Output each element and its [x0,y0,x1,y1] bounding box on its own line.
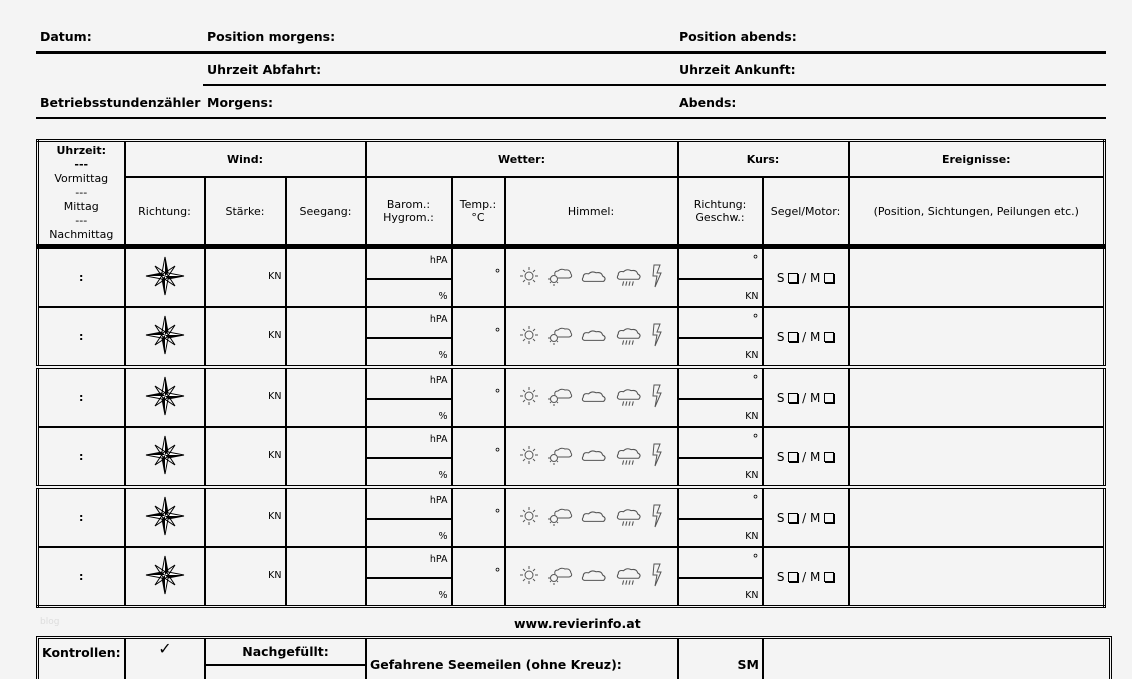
motor-label: M [810,569,821,584]
position-evening-label: Position abends: [679,29,797,44]
knots-unit: KN [268,450,282,461]
forenoon-label: Vormittag [54,172,109,185]
sun-cloud-icon[interactable] [547,445,573,468]
cloud-icon[interactable] [580,566,608,587]
events-cell[interactable] [849,487,1105,547]
compass-rose-icon [145,345,185,358]
barometer-cell[interactable] [366,307,452,367]
noon-label: Mittag [63,200,99,213]
sky-cell[interactable] [505,367,678,427]
course-header: Kurs: [678,141,849,178]
compass-rose-icon [145,526,185,539]
sail-checkbox[interactable] [788,513,798,523]
percent-unit: % [438,291,448,302]
degree-unit: ° [494,566,501,580]
sail-checkbox[interactable] [788,393,798,403]
course-cell[interactable] [678,547,763,607]
time-colon: : [79,570,84,583]
percent-unit: % [438,350,448,361]
sun-icon[interactable] [519,386,539,409]
events-cell[interactable] [849,367,1105,427]
temp-label: Temp.: [459,198,497,211]
check-mark: ✓ [158,639,172,658]
events-cell[interactable] [849,427,1105,487]
time-colon: : [79,511,84,524]
events-cell[interactable] [849,307,1105,367]
course-direction-header [678,177,763,247]
hpa-unit: hPA [429,495,448,506]
knots-unit: KN [745,531,759,542]
barometer-cell[interactable] [366,427,452,487]
sail-label: S [776,270,785,285]
motor-checkbox[interactable] [824,393,834,403]
wind-direction-header: Richtung: [125,177,205,247]
date-label: Datum: [40,29,92,44]
barometer-cell[interactable] [366,487,452,547]
events-cell[interactable] [849,247,1105,308]
hpa-unit: hPA [429,255,448,266]
temperature-cell[interactable] [452,367,505,427]
sep: --- [74,158,89,171]
degree-unit: ° [752,373,759,387]
nautical-miles-cell [367,639,679,679]
log-row [38,367,1105,427]
percent-unit: % [438,411,448,422]
log-row [38,487,1105,547]
sea-state-cell[interactable] [286,547,366,607]
sail-motor-cell [763,367,849,427]
departure-time-label: Uhrzeit Abfahrt: [207,62,322,77]
wind-strength-cell[interactable] [205,247,286,308]
time-cell[interactable] [38,367,125,427]
events-header: Ereignisse: [849,141,1105,178]
knots-unit: KN [745,590,759,601]
course-cell[interactable] [678,367,763,427]
degree-unit: ° [752,432,759,446]
wind-strength-cell[interactable] [205,307,286,367]
celsius-label: °C [471,211,485,224]
wind-strength-cell[interactable] [205,367,286,427]
motor-label: M [810,510,821,525]
motor-label: M [810,390,821,405]
time-colon: : [79,330,84,343]
barometer-cell[interactable] [366,367,452,427]
lightning-icon[interactable] [651,504,663,531]
slash: / [802,569,807,584]
sail-label: S [776,510,785,525]
sky-cell[interactable] [505,307,678,367]
wind-strength-cell[interactable] [205,427,286,487]
sea-state-cell[interactable] [286,427,366,487]
sea-state-cell[interactable] [286,487,366,547]
divider [203,84,1106,86]
sail-motor-cell [763,247,849,308]
wind-header: Wind: [125,141,366,178]
sun-icon[interactable] [519,565,539,588]
motor-label: M [810,270,821,285]
hpa-unit: hPA [429,554,448,565]
rain-cloud-icon[interactable] [615,324,643,349]
temperature-cell[interactable] [452,547,505,607]
motor-checkbox[interactable] [824,513,834,523]
rain-cloud-icon[interactable] [615,505,643,530]
percent-unit: % [438,531,448,542]
sky-header: Himmel: [505,177,678,247]
time-header [38,141,125,247]
temperature-cell[interactable] [452,307,505,367]
sea-state-header: Seegang: [286,177,366,247]
lightning-icon[interactable] [651,264,663,291]
lightning-icon[interactable] [651,384,663,411]
knots-unit: KN [268,511,282,522]
wind-direction-cell[interactable] [125,307,205,367]
rain-cloud-icon[interactable] [615,265,643,290]
divider [36,51,1106,54]
degree-unit: ° [494,326,501,340]
time-colon: : [79,271,84,284]
slash: / [802,329,807,344]
position-morning-label: Position morgens: [207,29,336,44]
refilled-cell [206,639,367,679]
degree-unit: ° [494,267,501,281]
degree-unit: ° [494,446,501,460]
temperature-cell[interactable] [452,487,505,547]
log-row [38,427,1105,487]
sun-icon[interactable] [519,266,539,289]
sail-motor-header: Segel/Motor: [763,177,849,247]
motor-checkbox[interactable] [824,452,834,462]
morning-label: Morgens: [207,95,273,110]
degree-unit: ° [752,253,759,267]
wind-strength-cell[interactable] [205,547,286,607]
degree-unit: ° [752,552,759,566]
compass-rose-icon [145,465,185,478]
sail-motor-cell [763,487,849,547]
sail-label: S [776,569,785,584]
sail-checkbox[interactable] [788,273,798,283]
compass-rose-icon [145,585,185,598]
barom-label: Barom.: [386,198,431,211]
nautical-miles-label: Gefahrene Seemeilen (ohne Kreuz): [370,657,622,672]
lightning-icon[interactable] [651,323,663,350]
percent-unit: % [438,590,448,601]
sep: --- [75,214,88,227]
knots-unit: KN [745,350,759,361]
sail-motor-cell [763,307,849,367]
sm-cell [679,639,764,679]
sail-label: S [776,329,785,344]
lightning-icon[interactable] [651,443,663,470]
sun-icon[interactable] [519,506,539,529]
temperature-cell[interactable] [452,247,505,308]
sail-motor-cell [763,427,849,487]
log-row [38,307,1105,367]
motor-label: M [810,449,821,464]
wind-direction-cell[interactable] [125,247,205,308]
knots-unit: KN [745,470,759,481]
wind-strength-cell[interactable] [205,487,286,547]
sky-cell[interactable] [505,247,678,308]
controls-label: Kontrollen: [42,645,121,660]
log-row [38,247,1105,308]
sea-state-cell[interactable] [286,307,366,367]
log-row [38,547,1105,607]
slash: / [802,390,807,405]
motor-checkbox[interactable] [824,273,834,283]
motor-label: M [810,329,821,344]
sail-checkbox[interactable] [788,332,798,342]
slash: / [802,510,807,525]
degree-unit: ° [752,493,759,507]
cloud-icon[interactable] [580,387,608,408]
wind-direction-cell[interactable] [125,427,205,487]
lightning-icon[interactable] [651,563,663,590]
sail-checkbox[interactable] [788,452,798,462]
slash: / [802,449,807,464]
knots-unit: KN [745,411,759,422]
temperature-header [452,177,505,247]
wind-direction-cell[interactable] [125,547,205,607]
time-cell[interactable] [38,427,125,487]
sail-label: S [776,449,785,464]
sun-cloud-icon[interactable] [547,386,573,409]
rain-cloud-icon[interactable] [615,564,643,589]
sep: --- [75,186,88,199]
cloud-icon[interactable] [580,507,608,528]
course-cell[interactable] [678,307,763,367]
sky-cell[interactable] [505,547,678,607]
course-cell[interactable] [678,427,763,487]
time-cell[interactable] [38,247,125,308]
arrival-time-label: Uhrzeit Ankunft: [679,62,796,77]
motor-checkbox[interactable] [824,572,834,582]
operating-hours-label: Betriebsstundenzähler [40,95,201,110]
course-cell[interactable] [678,247,763,308]
website-link[interactable]: www.revierinfo.at [514,616,641,631]
sail-checkbox[interactable] [788,572,798,582]
course-cell[interactable] [678,487,763,547]
sky-cell[interactable] [505,427,678,487]
compass-rose-icon [145,286,185,299]
degree-unit: ° [494,387,501,401]
wind-direction-cell[interactable] [125,487,205,547]
sea-state-cell[interactable] [286,367,366,427]
speed-label: Geschw.: [695,211,745,224]
sun-icon[interactable] [519,445,539,468]
sky-cell[interactable] [505,487,678,547]
wind-direction-cell[interactable] [125,367,205,427]
hpa-unit: hPA [429,375,448,386]
cloud-icon[interactable] [580,446,608,467]
hpa-unit: hPA [429,434,448,445]
log-table [36,139,1106,608]
evening-label: Abends: [679,95,737,110]
sail-label: S [776,390,785,405]
rain-cloud-icon[interactable] [615,385,643,410]
wind-strength-header: Stärke: [205,177,286,247]
sun-cloud-icon[interactable] [547,266,573,289]
sun-cloud-icon[interactable] [547,565,573,588]
sm-label: SM [737,657,759,672]
sail-motor-cell [763,547,849,607]
knots-unit: KN [268,570,282,581]
barometer-cell[interactable] [366,547,452,607]
cloud-icon[interactable] [580,326,608,347]
watermark: blog [40,617,60,627]
barometer-cell[interactable] [366,247,452,308]
sun-cloud-icon[interactable] [547,506,573,529]
time-colon: : [79,450,84,463]
motor-checkbox[interactable] [824,332,834,342]
direction-label: Richtung: [693,198,747,211]
controls-cell [39,639,126,679]
time-title: Uhrzeit: [56,144,106,157]
events-hint: (Position, Sichtungen, Peilungen etc.) [849,177,1105,247]
temperature-cell[interactable] [452,427,505,487]
time-cell[interactable] [38,307,125,367]
barometer-header [366,177,452,247]
sun-icon[interactable] [519,325,539,348]
slash: / [802,270,807,285]
knots-unit: KN [268,271,282,282]
time-colon: : [79,391,84,404]
percent-unit: % [438,470,448,481]
time-cell[interactable] [38,487,125,547]
knots-unit: KN [268,330,282,341]
knots-unit: KN [268,391,282,402]
compass-rose-icon [145,406,185,419]
cloud-icon[interactable] [580,267,608,288]
divider [36,117,1106,119]
time-cell[interactable] [38,547,125,607]
events-cell[interactable] [849,547,1105,607]
check-icon [126,639,206,679]
rain-cloud-icon[interactable] [615,444,643,469]
degree-unit: ° [494,507,501,521]
hygrom-label: Hygrom.: [383,211,434,224]
refilled-label: Nachgefüllt: [242,644,329,659]
sun-cloud-icon[interactable] [547,325,573,348]
afternoon-label: Nachmittag [49,228,114,241]
knots-unit: KN [745,291,759,302]
degree-unit: ° [752,312,759,326]
sea-state-cell[interactable] [286,247,366,308]
hpa-unit: hPA [429,314,448,325]
weather-header: Wetter: [366,141,678,178]
controls-section [36,636,1112,679]
